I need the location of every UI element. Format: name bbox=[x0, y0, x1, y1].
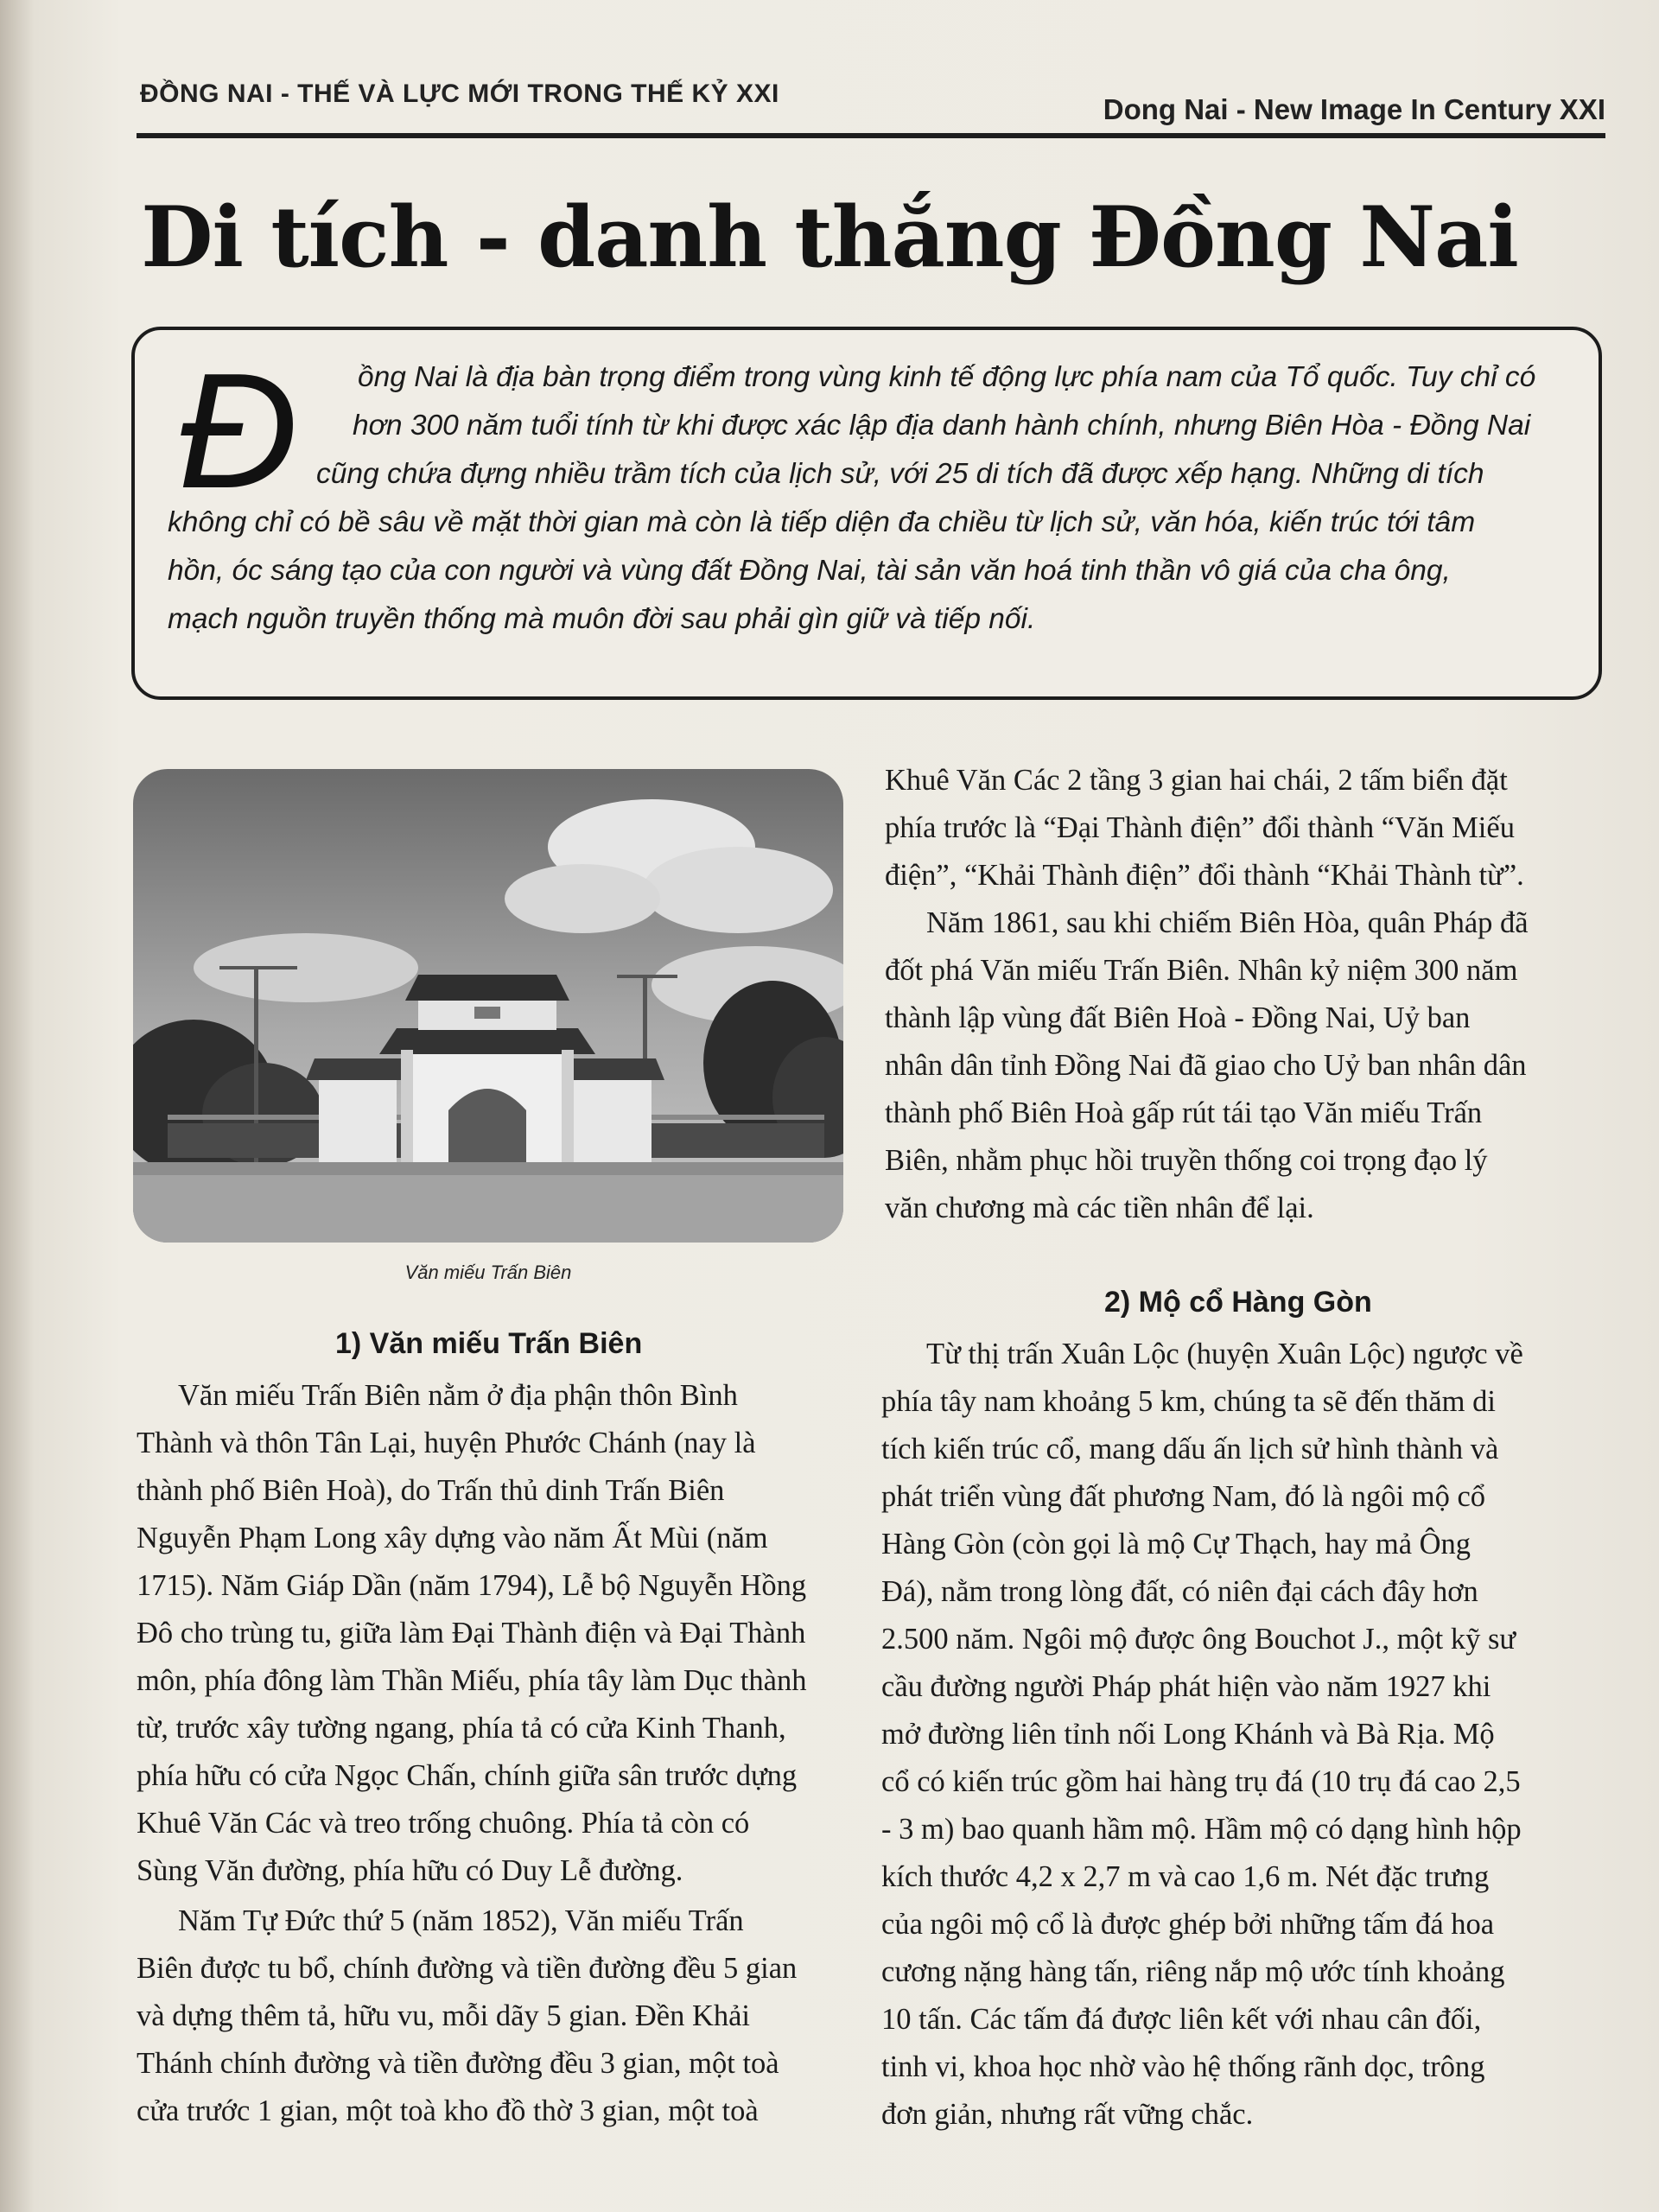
body-line: Văn miếu Trấn Biên nằm ở địa phận thôn Bình bbox=[178, 1379, 738, 1412]
body-line: Hàng Gòn (còn gọi là mộ Cự Thạch, hay mả Ông bbox=[881, 1528, 1471, 1560]
body-line: phía tây nam khoảng 5 km, chúng ta sẽ đến thăm di bbox=[881, 1385, 1496, 1418]
body-line: thành phố Biên Hoà gấp rút tái tạo Văn miếu Trấn bbox=[885, 1096, 1483, 1129]
body-line: phát triển vùng đất phương Nam, đó là ngôi mộ cổ bbox=[881, 1480, 1486, 1513]
body-line: phía trước là “Đại Thành điện” đổi thành “Văn Miếu bbox=[885, 811, 1515, 844]
body-line: Khuê Văn Các 2 tầng 3 gian hai chái, 2 tấm biển đặt bbox=[885, 764, 1508, 797]
body-line: Thánh chính đường và tiền đường đều 3 gian, một toà bbox=[137, 2047, 779, 2080]
running-header-english: Dong Nai - New Image In Century XXI bbox=[1103, 93, 1605, 125]
body-line: văn chương mà các tiền nhân để lại. bbox=[885, 1192, 1314, 1224]
body-line: Nguyễn Phạm Long xây dựng vào năm Ất Mùi (năm bbox=[137, 1522, 768, 1554]
body-line: Thành và thôn Tân Lại, huyện Phước Chánh (nay là bbox=[137, 1427, 756, 1459]
body-line: 1715). Năm Giáp Dần (năm 1794), Lễ bộ Nguyễn Hồng bbox=[137, 1569, 807, 1602]
body-line: đốt phá Văn miếu Trấn Biên. Nhân kỷ niệm 300 năm bbox=[885, 954, 1518, 987]
body-line: Năm 1861, sau khi chiếm Biên Hòa, quân Pháp đã bbox=[926, 906, 1529, 939]
body-line: Biên, nhằm phục hồi truyền thống coi trọng đạo lý bbox=[885, 1144, 1488, 1177]
body-line: cương nặng hàng tấn, riêng nắp mộ ước tính khoảng bbox=[881, 1955, 1505, 1988]
body-line: cổ có kiến trúc gồm hai hàng trụ đá (10 trụ đá cao 2,5 bbox=[881, 1765, 1521, 1798]
body-line: Sùng Văn đường, phía hữu có Duy Lễ đường. bbox=[137, 1854, 683, 1887]
intro-line: không chỉ có bề sâu về mặt thời gian mà còn là tiếp diện đa chiều từ lịch sử, văn hóa, kiến trúc tới tâm bbox=[168, 506, 1476, 538]
body-line: môn, phía đông làm Thần Miếu, phía tây làm Dục thành bbox=[137, 1664, 807, 1697]
body-line: của ngôi mộ cổ là được ghép bởi những tấm đá hoa bbox=[881, 1908, 1495, 1941]
body-line: điện”, “Khải Thành điện” đổi thành “Khải Thành từ”. bbox=[885, 859, 1524, 892]
temple-gate-photo bbox=[133, 769, 843, 1243]
running-header-vietnamese: ĐỒNG NAI - THẾ VÀ LỰC MỚI TRONG THẾ KỶ XXI bbox=[140, 79, 779, 108]
intro-line: cũng chứa đựng nhiều trầm tích của lịch sử, với 25 di tích đã được xếp hạng. Những di tích bbox=[316, 458, 1484, 490]
body-line: thành phố Biên Hoà), do Trấn thủ dinh Trấn Biên bbox=[137, 1474, 725, 1507]
body-line: Đô cho trùng tu, giữa làm Đại Thành điện và Đại Thành bbox=[137, 1617, 806, 1649]
intro-dropcap: Đ bbox=[178, 340, 297, 523]
body-line: Đá), nằm trong lòng đất, có niên đại cách đây hơn bbox=[881, 1575, 1478, 1608]
section-heading: 1) Văn miếu Trấn Biên bbox=[335, 1327, 643, 1360]
intro-line: hồn, óc sáng tạo của con người và vùng đất Đồng Nai, tài sản văn hoá tinh thần vô giá của cha ông, bbox=[168, 555, 1451, 587]
body-line: đơn giản, nhưng rất vững chắc. bbox=[881, 2098, 1254, 2131]
body-line: cầu đường người Pháp phát hiện vào năm 1927 khi bbox=[881, 1670, 1491, 1703]
intro-line: mạch nguồn truyền thống mà muôn đời sau phải gìn giữ và tiếp nối. bbox=[168, 603, 1036, 635]
section-heading: 2) Mộ cổ Hàng Gòn bbox=[1104, 1286, 1372, 1319]
body-line: Biên được tu bổ, chính đường và tiền đường đều 5 gian bbox=[137, 1952, 798, 1985]
body-line: thành lập vùng đất Biên Hoà - Đồng Nai, Uỷ ban bbox=[885, 1001, 1471, 1034]
body-line: 10 tấn. Các tấm đá được liên kết với nhau cân đối, bbox=[881, 2003, 1482, 2036]
header-divider bbox=[137, 133, 1605, 138]
article-title: Di tích - danh thắng Đồng Nai bbox=[141, 188, 1518, 286]
body-line: kích thước 4,2 x 2,7 m và cao 1,6 m. Nét đặc trưng bbox=[881, 1860, 1490, 1893]
body-line: tích kiến trúc cổ, mang dấu ấn lịch sử hình thành và bbox=[881, 1433, 1499, 1465]
body-line: tinh vi, khoa học nhờ vào hệ thống rãnh dọc, trông bbox=[881, 2050, 1485, 2083]
intro-line: hơn 300 năm tuổi tính từ khi được xác lập địa danh hành chính, nhưng Biên Hòa - Đồng Nai bbox=[353, 410, 1531, 442]
photo-caption: Văn miếu Trấn Biên bbox=[404, 1262, 572, 1283]
body-line: Từ thị trấn Xuân Lộc (huyện Xuân Lộc) ngược về bbox=[926, 1338, 1523, 1370]
body-line: - 3 m) bao quanh hầm mộ. Hầm mộ có dạng hình hộp bbox=[881, 1813, 1522, 1846]
body-line: Năm Tự Đức thứ 5 (năm 1852), Văn miếu Trấn bbox=[178, 1904, 744, 1937]
intro-box bbox=[131, 327, 1602, 700]
body-line: cửa trước 1 gian, một toà kho đồ thờ 3 gian, một toà bbox=[137, 2094, 759, 2127]
body-line: Khuê Văn Các và treo trống chuông. Phía tả còn có bbox=[137, 1807, 750, 1840]
body-line: phía hữu có cửa Ngọc Chấn, chính giữa sân trước dựng bbox=[137, 1759, 798, 1792]
body-line: nhân dân tỉnh Đồng Nai đã giao cho Uỷ ban nhân dân bbox=[885, 1049, 1527, 1082]
body-line: mở đường liên tỉnh nối Long Khánh và Bà Rịa. Mộ bbox=[881, 1718, 1495, 1751]
body-line: 2.500 năm. Ngôi mộ được ông Bouchot J., một kỹ sư bbox=[881, 1623, 1516, 1656]
intro-line: ồng Nai là địa bàn trọng điểm trong vùng kinh tế động lực phía nam của Tổ quốc. Tuy chỉ có bbox=[358, 361, 1536, 393]
body-line: và dựng thêm tả, hữu vu, mỗi dãy 5 gian. Đền Khải bbox=[137, 1999, 751, 2032]
body-line: từ, trước xây tường ngang, phía tả có cửa Kinh Thanh, bbox=[137, 1712, 786, 1745]
